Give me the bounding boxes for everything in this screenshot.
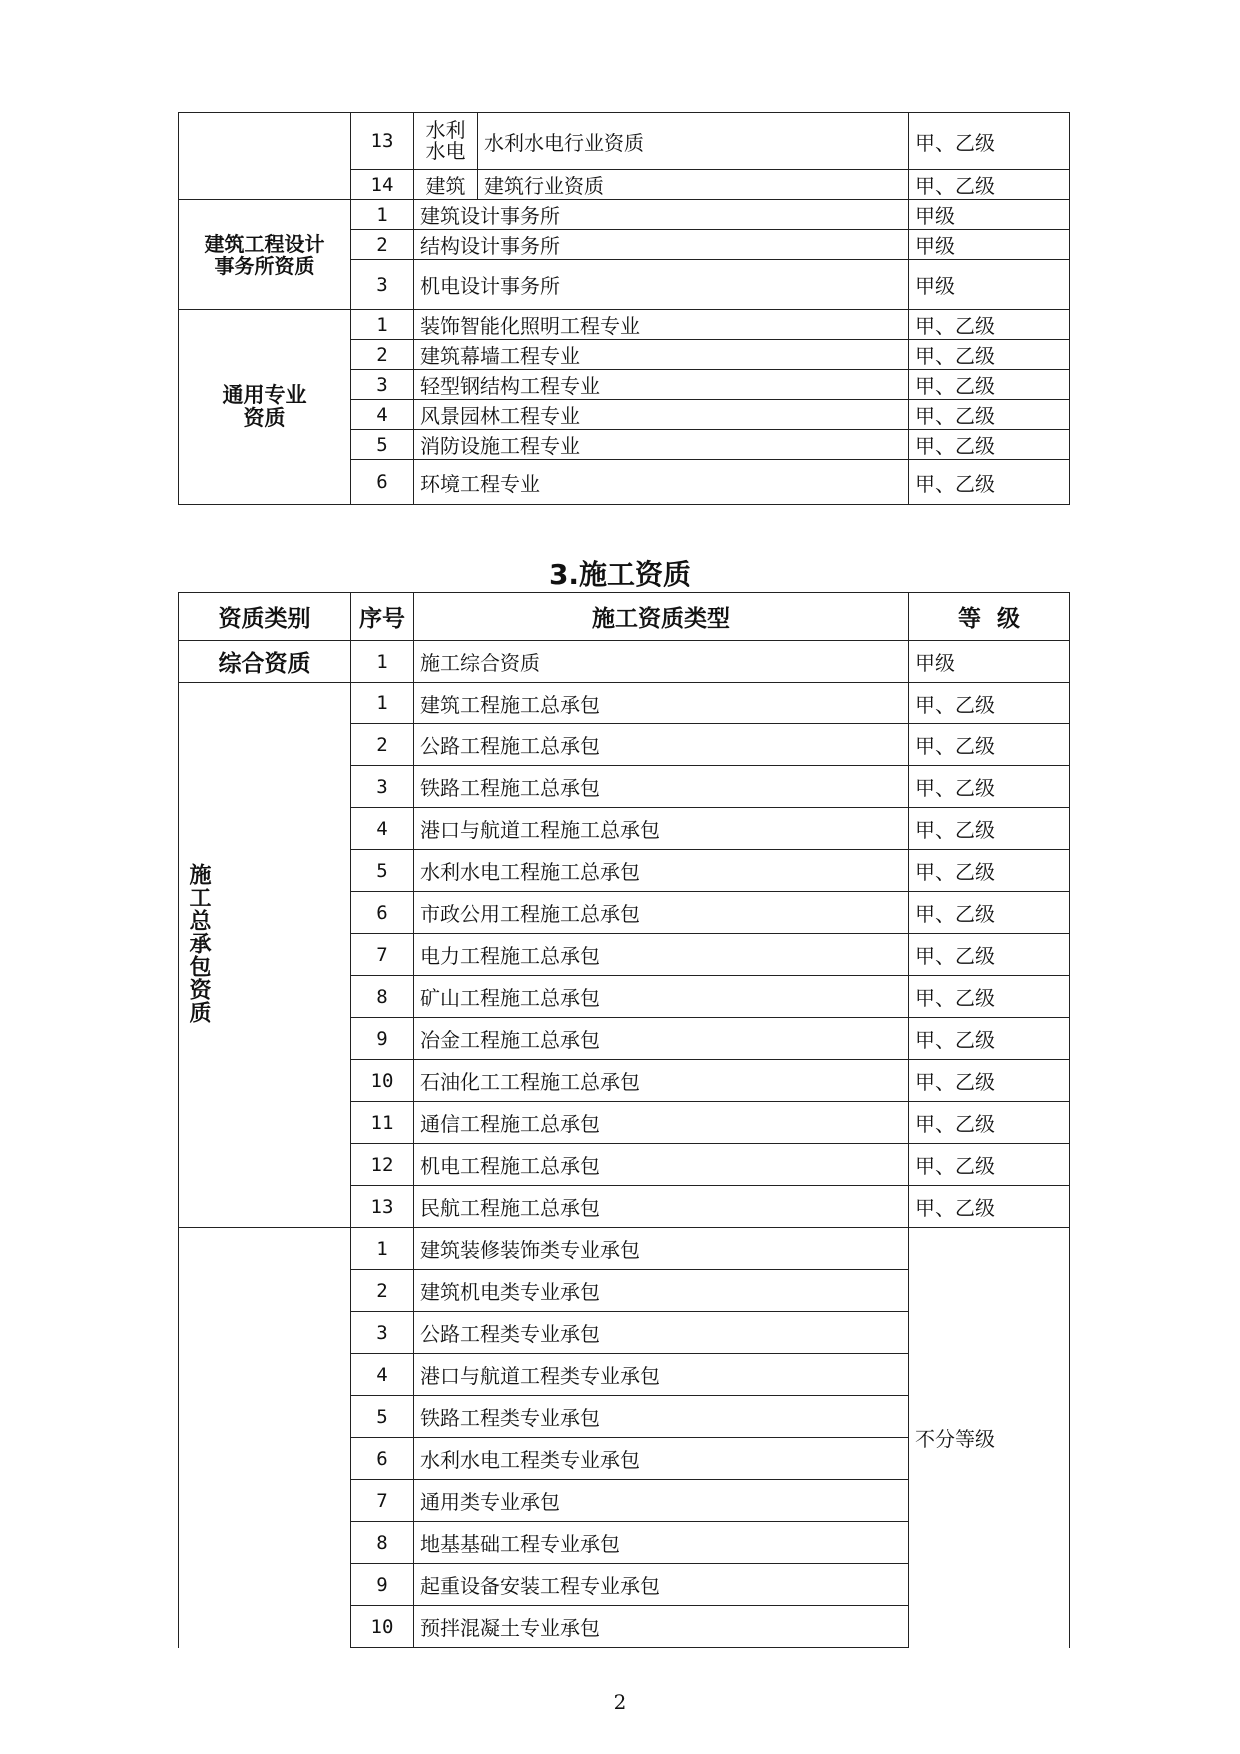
row-number: 3 [351, 370, 414, 400]
table-row [179, 641, 1070, 683]
row-number: 1 [351, 310, 414, 340]
grade: 甲级 [909, 230, 1070, 260]
grade: 甲、乙级 [909, 430, 1070, 460]
row-number: 14 [351, 170, 414, 200]
qualification-name: 市政公用工程施工总承包 [414, 892, 909, 934]
row-number: 11 [351, 1102, 414, 1144]
qualification-name: 建筑机电类专业承包 [414, 1270, 909, 1312]
row-number: 5 [351, 430, 414, 460]
row-number: 5 [351, 1396, 414, 1438]
category-cell-empty [179, 113, 351, 200]
grade: 甲、乙级 [909, 1060, 1070, 1102]
construction-qualification-table [178, 592, 1070, 1648]
row-number: 9 [351, 1018, 414, 1060]
row-number: 13 [351, 113, 414, 170]
row-number: 6 [351, 1438, 414, 1480]
row-number: 2 [351, 1270, 414, 1312]
qualification-name: 风景园林工程专业 [414, 400, 909, 430]
row-number: 10 [351, 1060, 414, 1102]
grade: 甲、乙级 [909, 460, 1070, 505]
row-number: 10 [351, 1606, 414, 1648]
row-number: 1 [351, 683, 414, 724]
row-number: 2 [351, 230, 414, 260]
qualification-name: 铁路工程施工总承包 [414, 766, 909, 808]
qualification-name: 水利水电行业资质 [478, 113, 909, 170]
table-row [179, 683, 1070, 724]
grade: 甲、乙级 [909, 310, 1070, 340]
grade: 甲、乙级 [909, 766, 1070, 808]
grade: 甲、乙级 [909, 724, 1070, 766]
row-number: 6 [351, 460, 414, 505]
row-number: 1 [351, 1228, 414, 1270]
grade: 甲、乙级 [909, 808, 1070, 850]
row-number: 7 [351, 1480, 414, 1522]
grade: 甲、乙级 [909, 370, 1070, 400]
qualification-name: 冶金工程施工总承包 [414, 1018, 909, 1060]
qualification-name: 公路工程施工总承包 [414, 724, 909, 766]
qualification-name: 消防设施工程专业 [414, 430, 909, 460]
qualification-name: 铁路工程类专业承包 [414, 1396, 909, 1438]
qualification-name: 施工综合资质 [414, 641, 909, 683]
qualification-name: 地基基础工程专业承包 [414, 1522, 909, 1564]
grade: 甲、乙级 [909, 934, 1070, 976]
comprehensive-category: 综合资质 [179, 641, 351, 683]
row-number: 4 [351, 400, 414, 430]
section-title: 3.施工资质 [548, 558, 692, 591]
grade: 甲、乙级 [909, 892, 1070, 934]
grade: 甲、乙级 [909, 976, 1070, 1018]
table-row [179, 200, 1070, 230]
row-number: 7 [351, 934, 414, 976]
qualification-name: 建筑幕墙工程专业 [414, 340, 909, 370]
specialty-category-cell-empty [179, 1228, 351, 1648]
grade: 甲、乙级 [909, 850, 1070, 892]
table-row [179, 113, 1070, 170]
industry-subcategory: 建筑 [414, 170, 478, 200]
qualification-name: 建筑装修装饰类专业承包 [414, 1228, 909, 1270]
row-number: 4 [351, 808, 414, 850]
qualification-name: 通用类专业承包 [414, 1480, 909, 1522]
qualification-name: 机电设计事务所 [414, 260, 909, 310]
qualification-name: 通信工程施工总承包 [414, 1102, 909, 1144]
table-row [179, 310, 1070, 340]
header-number: 序号 [351, 593, 414, 641]
grade: 甲、乙级 [909, 170, 1070, 200]
qualification-name: 民航工程施工总承包 [414, 1186, 909, 1228]
table-row [179, 1228, 1070, 1270]
grade: 甲、乙级 [909, 1102, 1070, 1144]
specialty-grade: 不分等级 [909, 1228, 1070, 1648]
header-grade: 等 级 [909, 593, 1070, 641]
row-number: 9 [351, 1564, 414, 1606]
qualification-name: 水利水电工程施工总承包 [414, 850, 909, 892]
qualification-name: 公路工程类专业承包 [414, 1312, 909, 1354]
firm-category: 建筑工程设计 事务所资质 [179, 200, 351, 310]
qualification-name: 环境工程专业 [414, 460, 909, 505]
qualification-name: 建筑行业资质 [478, 170, 909, 200]
qualification-name: 结构设计事务所 [414, 230, 909, 260]
row-number: 2 [351, 340, 414, 370]
qualification-name: 石油化工工程施工总承包 [414, 1060, 909, 1102]
grade: 甲、乙级 [909, 340, 1070, 370]
row-number: 1 [351, 641, 414, 683]
row-number: 8 [351, 1522, 414, 1564]
grade: 甲、乙级 [909, 400, 1070, 430]
qualification-name: 装饰智能化照明工程专业 [414, 310, 909, 340]
page-number: 2 [613, 1690, 627, 1714]
row-number: 1 [351, 200, 414, 230]
qualification-name: 港口与航道工程施工总承包 [414, 808, 909, 850]
row-number: 3 [351, 1312, 414, 1354]
row-number: 4 [351, 1354, 414, 1396]
general-contract-category: 施工总承包资质 [186, 863, 211, 1024]
qualification-name: 矿山工程施工总承包 [414, 976, 909, 1018]
industry-subcategory: 水利 水电 [414, 113, 478, 170]
grade: 甲、乙级 [909, 1018, 1070, 1060]
row-number: 8 [351, 976, 414, 1018]
qualification-name: 起重设备安装工程专业承包 [414, 1564, 909, 1606]
grade: 甲、乙级 [909, 113, 1070, 170]
qualification-name: 建筑设计事务所 [414, 200, 909, 230]
design-qualification-table [178, 112, 1070, 505]
grade: 甲级 [909, 200, 1070, 230]
qualification-name: 轻型钢结构工程专业 [414, 370, 909, 400]
row-number: 5 [351, 850, 414, 892]
row-number: 13 [351, 1186, 414, 1228]
qualification-name: 港口与航道工程类专业承包 [414, 1354, 909, 1396]
qualification-name: 预拌混凝土专业承包 [414, 1606, 909, 1648]
grade: 甲、乙级 [909, 1144, 1070, 1186]
grade: 甲、乙级 [909, 683, 1070, 724]
grade: 甲、乙级 [909, 1186, 1070, 1228]
qualification-name: 水利水电工程类专业承包 [414, 1438, 909, 1480]
general-contract-category-cell [179, 683, 351, 1228]
row-number: 6 [351, 892, 414, 934]
row-number: 3 [351, 260, 414, 310]
qualification-name: 机电工程施工总承包 [414, 1144, 909, 1186]
header-category: 资质类别 [179, 593, 351, 641]
row-number: 2 [351, 724, 414, 766]
table-header-row [179, 593, 1070, 641]
grade: 甲级 [909, 641, 1070, 683]
header-type: 施工资质类型 [414, 593, 909, 641]
qualification-name: 建筑工程施工总承包 [414, 683, 909, 724]
general-specialty-category: 通用专业 资质 [179, 310, 351, 505]
row-number: 3 [351, 766, 414, 808]
grade: 甲级 [909, 260, 1070, 310]
qualification-name: 电力工程施工总承包 [414, 934, 909, 976]
row-number: 12 [351, 1144, 414, 1186]
